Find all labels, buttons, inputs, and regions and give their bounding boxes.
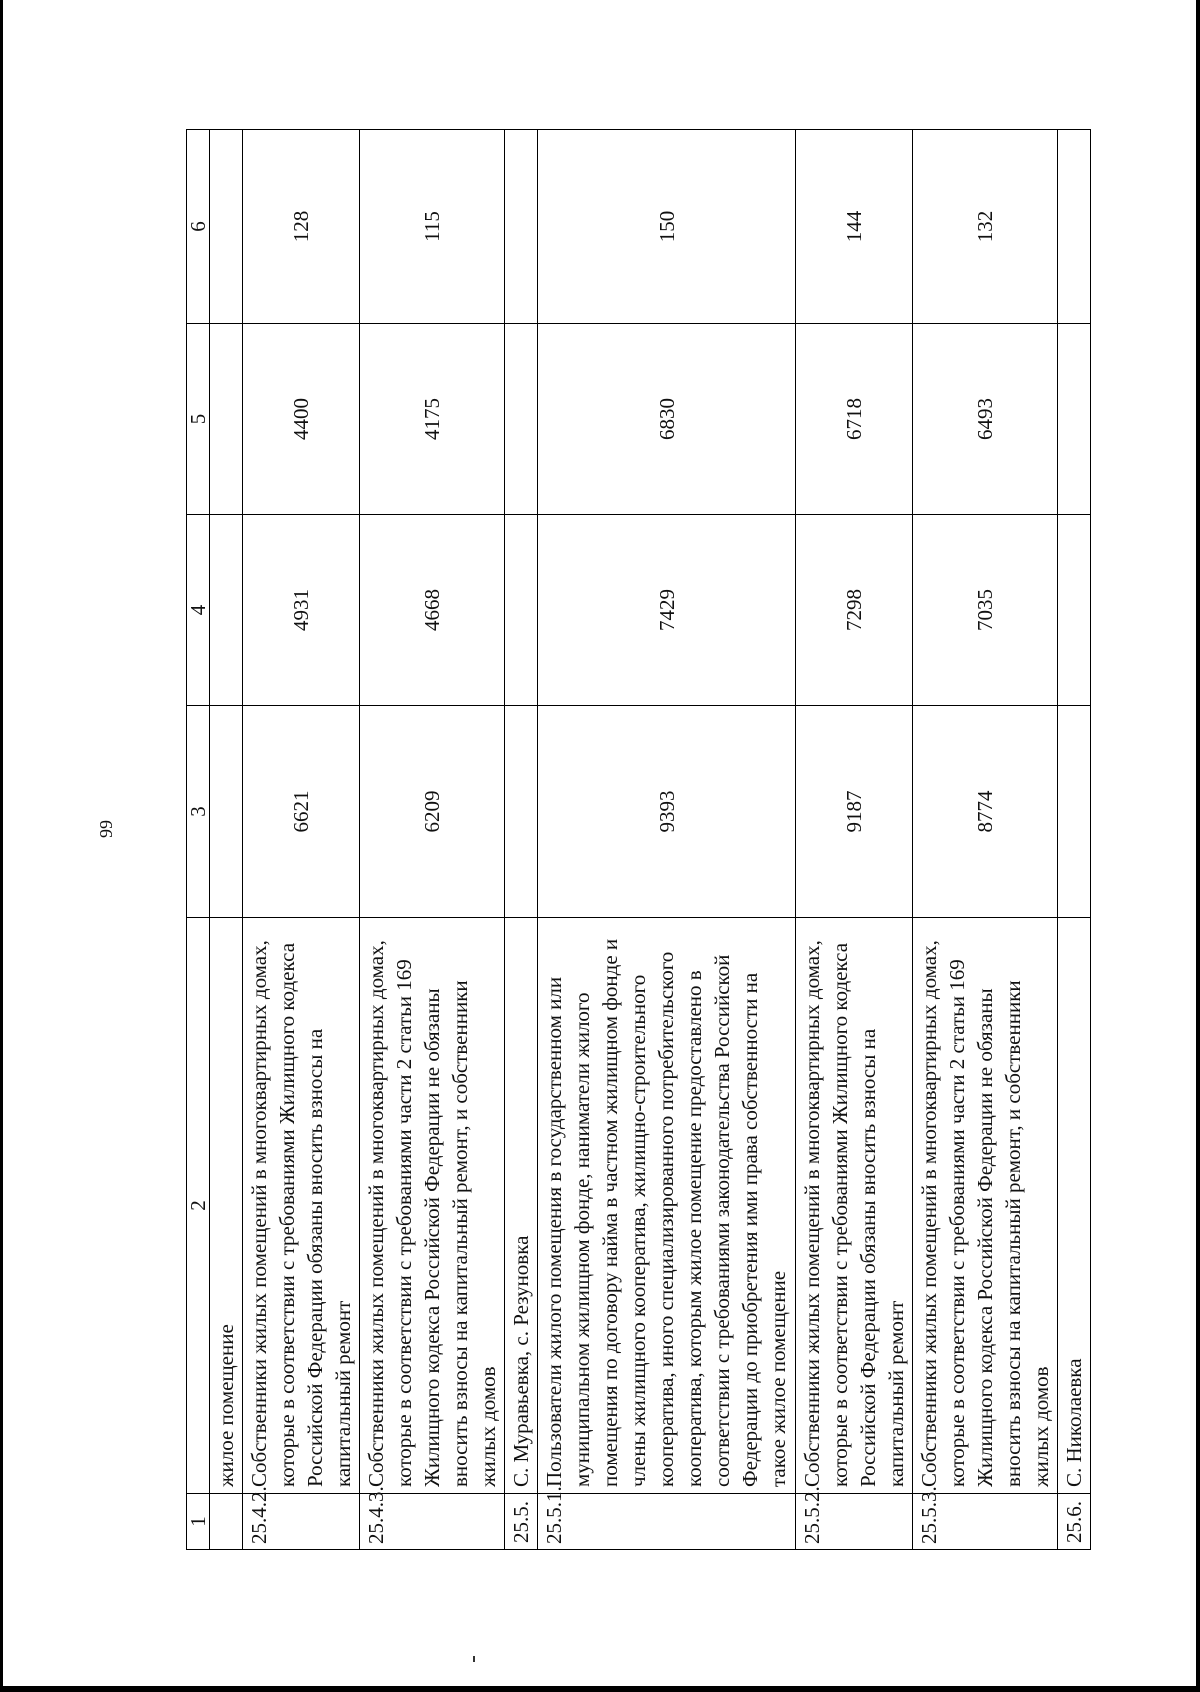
empty-cell [1058,324,1091,515]
scan-edge-bottom [0,1686,1200,1692]
settlement-row [1058,130,1091,1550]
column-number: 3 [187,706,210,918]
page-number: 99 [96,820,116,838]
settlement-name: С. Николаевка [1058,918,1091,1494]
value-col4: 7298 [796,515,913,706]
row-description: Пользователи жилого помещения в государственном или муниципальном жилищном фонде, наниматели жилого помещения по договору найма в частном жилищном фонде и члены жилищного кооператива, жилищно-строительного кооператива, иного специализированного потребительского кооператива, которым жилое помещение предоставлено в соответствии с требованиями законодательства Российской Федерации до приобретения ими права собственности на такое жилое помещение [538,918,796,1494]
empty-cell [210,1494,243,1550]
value-col3: 9393 [538,706,796,918]
empty-cell [210,515,243,706]
column-number-row [187,130,210,1550]
column-number: 5 [187,324,210,515]
rotated-table-container [186,130,1086,1550]
table-row [360,130,505,1550]
value-col4: 4668 [360,515,505,706]
column-number: 1 [187,1494,210,1550]
table-row [243,130,360,1550]
column-number: 4 [187,515,210,706]
row-description: Собственники жилых помещений в многоквартирных домах, которые в соответствии с требованиями части 2 статьи 169 Жилищного кодекса Российской Федерации не обязаны вносить взносы на капитальный ремонт, и собственники жилых домов [913,918,1058,1494]
tariff-table [186,129,1091,1550]
row-id: 25.5.3. [913,1494,1058,1550]
settlement-name: С. Муравьевка, с. Резуновка [505,918,538,1494]
empty-cell [505,130,538,324]
value-col6: 150 [538,130,796,324]
empty-cell [1058,706,1091,918]
value-col6: 115 [360,130,505,324]
value-col5: 4400 [243,324,360,515]
value-col4: 7429 [538,515,796,706]
value-col3: 6209 [360,706,505,918]
scan-edge-left [0,0,3,1692]
row-description: Собственники жилых помещений в многоквартирных домах, которые в соответствии с требованиями Жилищного кодекса Российской Федерации обязаны вносить взносы на капитальный ремонт [243,918,360,1494]
settlement-row [505,130,538,1550]
empty-cell [210,130,243,324]
continuation-row [210,130,243,1550]
row-id: 25.5.2. [796,1494,913,1550]
row-id: 25.5. [505,1494,538,1550]
row-id: 25.4.2. [243,1494,360,1550]
row-description: Собственники жилых помещений в многоквартирных домах, которые в соответствии с требованиями части 2 статьи 169 Жилищного кодекса Российской Федерации не обязаны вносить взносы на капитальный ремонт, и собственники жилых домов [360,918,505,1494]
scan-speck [473,1656,475,1662]
value-col6: 132 [913,130,1058,324]
empty-cell [505,706,538,918]
value-col6: 144 [796,130,913,324]
column-number: 2 [187,918,210,1494]
row-id: 25.5.1. [538,1494,796,1550]
value-col5: 6830 [538,324,796,515]
empty-cell [1058,515,1091,706]
empty-cell [1058,130,1091,324]
row-id: 25.4.3. [360,1494,505,1550]
row-id: 25.6. [1058,1494,1091,1550]
empty-cell [210,706,243,918]
empty-cell [505,324,538,515]
value-col3: 8774 [913,706,1058,918]
row-description: Собственники жилых помещений в многоквартирных домах, которые в соответствии с требованиями Жилищного кодекса Российской Федерации обязаны вносить взносы на капитальный ремонт [796,918,913,1494]
value-col3: 6621 [243,706,360,918]
value-col3: 9187 [796,706,913,918]
continuation-text: жилое помещение [210,918,243,1494]
empty-cell [505,515,538,706]
table-row [913,130,1058,1550]
value-col5: 6493 [913,324,1058,515]
table-row [796,130,913,1550]
value-col6: 128 [243,130,360,324]
value-col4: 7035 [913,515,1058,706]
empty-cell [210,324,243,515]
value-col5: 6718 [796,324,913,515]
value-col5: 4175 [360,324,505,515]
column-number: 6 [187,130,210,324]
table-row [538,130,796,1550]
value-col4: 4931 [243,515,360,706]
scan-edge-right [1196,0,1200,1692]
